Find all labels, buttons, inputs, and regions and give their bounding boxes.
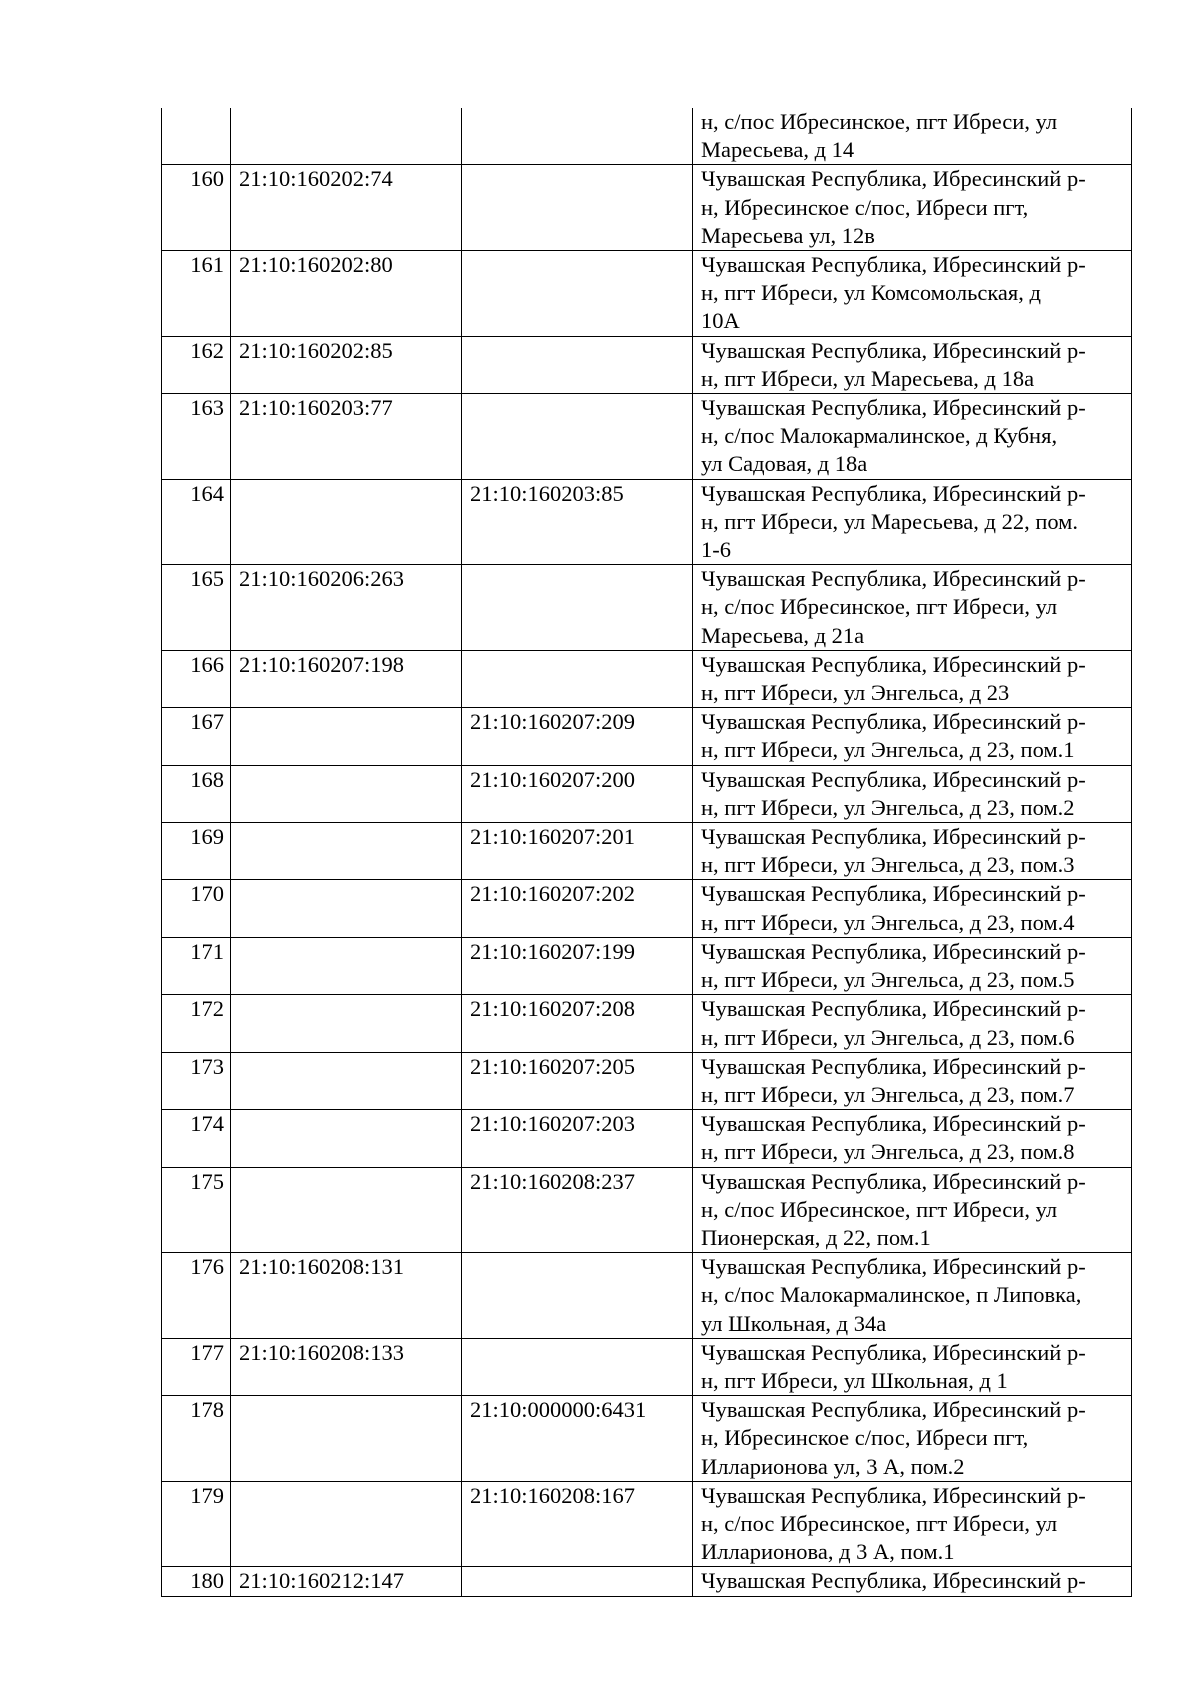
address-cell: Чувашская Республика, Ибресинский р- н, пгт Ибреси, ул Энгельса, д 23, пом.8 — [693, 1110, 1132, 1167]
building-cadastral-number-cell: 21:10:160206:263 — [231, 565, 462, 651]
row-number-cell: 180 — [162, 1567, 231, 1596]
premises-cadastral-number-cell: 21:10:160208:167 — [462, 1481, 693, 1567]
address-cell: Чувашская Республика, Ибресинский р- н, пгт Ибреси, ул Комсомольская, д 10А — [693, 251, 1132, 337]
premises-cadastral-number-cell — [462, 1338, 693, 1395]
table-row — [162, 165, 1132, 251]
premises-cadastral-number-cell — [462, 1253, 693, 1339]
building-cadastral-number-cell: 21:10:160208:131 — [231, 1253, 462, 1339]
row-number-cell: 165 — [162, 565, 231, 651]
row-number-cell: 166 — [162, 650, 231, 707]
building-cadastral-number-cell — [231, 479, 462, 565]
address-cell: Чувашская Республика, Ибресинский р- н, с/пос Ибресинское, пгт Ибреси, ул Маресьева, д 21а — [693, 565, 1132, 651]
address-cell: Чувашская Республика, Ибресинский р- н, пгт Ибреси, ул Энгельса, д 23, пом.6 — [693, 995, 1132, 1052]
table-row — [162, 995, 1132, 1052]
address-cell: Чувашская Республика, Ибресинский р- н, Ибресинское с/пос, Ибреси пгт, Илларионова ул, 3 А, пом.2 — [693, 1396, 1132, 1482]
table-row — [162, 765, 1132, 822]
premises-cadastral-number-cell: 21:10:160207:200 — [462, 765, 693, 822]
building-cadastral-number-cell: 21:10:160207:198 — [231, 650, 462, 707]
row-number-cell: 170 — [162, 880, 231, 937]
row-number-cell: 177 — [162, 1338, 231, 1395]
row-number-cell: 179 — [162, 1481, 231, 1567]
premises-cadastral-number-cell: 21:10:000000:6431 — [462, 1396, 693, 1482]
building-cadastral-number-cell — [231, 937, 462, 994]
building-cadastral-number-cell — [231, 880, 462, 937]
address-cell: Чувашская Республика, Ибресинский р- н, пгт Ибреси, ул Школьная, д 1 — [693, 1338, 1132, 1395]
building-cadastral-number-cell — [231, 1167, 462, 1253]
building-cadastral-number-cell — [231, 1052, 462, 1109]
table-row — [162, 1167, 1132, 1253]
address-cell: Чувашская Республика, Ибресинский р- н, пгт Ибреси, ул Энгельса, д 23, пом.4 — [693, 880, 1132, 937]
table-row — [162, 565, 1132, 651]
building-cadastral-number-cell — [231, 1110, 462, 1167]
row-number-cell: 169 — [162, 823, 231, 880]
row-number-cell: 175 — [162, 1167, 231, 1253]
building-cadastral-number-cell: 21:10:160202:85 — [231, 336, 462, 393]
document-page — [161, 108, 1132, 1597]
building-cadastral-number-cell — [231, 995, 462, 1052]
table-row — [162, 336, 1132, 393]
row-number-cell: 160 — [162, 165, 231, 251]
address-cell: Чувашская Республика, Ибресинский р- н, с/пос Ибресинское, пгт Ибреси, ул Илларионова, д 3 А, пом.1 — [693, 1481, 1132, 1567]
property-registry-table — [161, 108, 1132, 1597]
table-row — [162, 1567, 1132, 1596]
row-number-cell: 173 — [162, 1052, 231, 1109]
premises-cadastral-number-cell: 21:10:160207:201 — [462, 823, 693, 880]
table-row — [162, 1338, 1132, 1395]
table-row — [162, 880, 1132, 937]
premises-cadastral-number-cell: 21:10:160207:209 — [462, 708, 693, 765]
building-cadastral-number-cell — [231, 1481, 462, 1567]
building-cadastral-number-cell — [231, 108, 462, 165]
row-number-cell: 168 — [162, 765, 231, 822]
address-cell: Чувашская Республика, Ибресинский р- н, пгт Ибреси, ул Маресьева, д 18а — [693, 336, 1132, 393]
row-number-cell: 161 — [162, 251, 231, 337]
row-number-cell: 172 — [162, 995, 231, 1052]
building-cadastral-number-cell: 21:10:160203:77 — [231, 394, 462, 480]
row-number-cell: 176 — [162, 1253, 231, 1339]
premises-cadastral-number-cell — [462, 108, 693, 165]
address-cell: Чувашская Республика, Ибресинский р- н, пгт Ибреси, ул Энгельса, д 23, пом.1 — [693, 708, 1132, 765]
row-number-cell: 167 — [162, 708, 231, 765]
premises-cadastral-number-cell — [462, 1567, 693, 1596]
row-number-cell: 171 — [162, 937, 231, 994]
address-cell: Чувашская Республика, Ибресинский р- н, с/пос Ибресинское, пгт Ибреси, ул Пионерская, д 22, пом.1 — [693, 1167, 1132, 1253]
premises-cadastral-number-cell: 21:10:160203:85 — [462, 479, 693, 565]
premises-cadastral-number-cell — [462, 394, 693, 480]
premises-cadastral-number-cell: 21:10:160207:208 — [462, 995, 693, 1052]
building-cadastral-number-cell: 21:10:160202:80 — [231, 251, 462, 337]
row-number-cell: 178 — [162, 1396, 231, 1482]
address-cell: Чувашская Республика, Ибресинский р- н, пгт Ибреси, ул Энгельса, д 23, пом.2 — [693, 765, 1132, 822]
row-number-cell: 162 — [162, 336, 231, 393]
row-number-cell: 163 — [162, 394, 231, 480]
table-row — [162, 108, 1132, 165]
table-row — [162, 1052, 1132, 1109]
table-row — [162, 251, 1132, 337]
address-cell: н, с/пос Ибресинское, пгт Ибреси, ул Маресьева, д 14 — [693, 108, 1132, 165]
address-cell: Чувашская Республика, Ибресинский р- н, с/пос Малокармалинское, п Липовка, ул Школьная, д 34а — [693, 1253, 1132, 1339]
building-cadastral-number-cell: 21:10:160208:133 — [231, 1338, 462, 1395]
row-number-cell: 174 — [162, 1110, 231, 1167]
table-row — [162, 479, 1132, 565]
building-cadastral-number-cell — [231, 708, 462, 765]
premises-cadastral-number-cell: 21:10:160207:199 — [462, 937, 693, 994]
registry-table-body — [162, 108, 1132, 1596]
address-cell: Чувашская Республика, Ибресинский р- н, с/пос Малокармалинское, д Кубня, ул Садовая, д 18а — [693, 394, 1132, 480]
premises-cadastral-number-cell — [462, 336, 693, 393]
premises-cadastral-number-cell — [462, 565, 693, 651]
premises-cadastral-number-cell: 21:10:160207:202 — [462, 880, 693, 937]
address-cell: Чувашская Республика, Ибресинский р- н, пгт Ибреси, ул Маресьева, д 22, пом. 1-6 — [693, 479, 1132, 565]
row-number-cell: 164 — [162, 479, 231, 565]
table-row — [162, 1481, 1132, 1567]
address-cell: Чувашская Республика, Ибресинский р- н, пгт Ибреси, ул Энгельса, д 23 — [693, 650, 1132, 707]
address-cell: Чувашская Республика, Ибресинский р- н, пгт Ибреси, ул Энгельса, д 23, пом.7 — [693, 1052, 1132, 1109]
address-cell: Чувашская Республика, Ибресинский р- — [693, 1567, 1132, 1596]
building-cadastral-number-cell: 21:10:160212:147 — [231, 1567, 462, 1596]
address-cell: Чувашская Республика, Ибресинский р- н, пгт Ибреси, ул Энгельса, д 23, пом.3 — [693, 823, 1132, 880]
premises-cadastral-number-cell: 21:10:160208:237 — [462, 1167, 693, 1253]
row-number-cell — [162, 108, 231, 165]
building-cadastral-number-cell — [231, 765, 462, 822]
premises-cadastral-number-cell — [462, 650, 693, 707]
table-row — [162, 1396, 1132, 1482]
table-row — [162, 1253, 1132, 1339]
table-row — [162, 1110, 1132, 1167]
premises-cadastral-number-cell: 21:10:160207:203 — [462, 1110, 693, 1167]
table-row — [162, 708, 1132, 765]
building-cadastral-number-cell: 21:10:160202:74 — [231, 165, 462, 251]
premises-cadastral-number-cell — [462, 165, 693, 251]
table-row — [162, 650, 1132, 707]
table-row — [162, 937, 1132, 994]
building-cadastral-number-cell — [231, 1396, 462, 1482]
building-cadastral-number-cell — [231, 823, 462, 880]
table-row — [162, 823, 1132, 880]
premises-cadastral-number-cell — [462, 251, 693, 337]
table-row — [162, 394, 1132, 480]
address-cell: Чувашская Республика, Ибресинский р- н, пгт Ибреси, ул Энгельса, д 23, пом.5 — [693, 937, 1132, 994]
premises-cadastral-number-cell: 21:10:160207:205 — [462, 1052, 693, 1109]
address-cell: Чувашская Республика, Ибресинский р- н, Ибресинское с/пос, Ибреси пгт, Маресьева ул, 12в — [693, 165, 1132, 251]
